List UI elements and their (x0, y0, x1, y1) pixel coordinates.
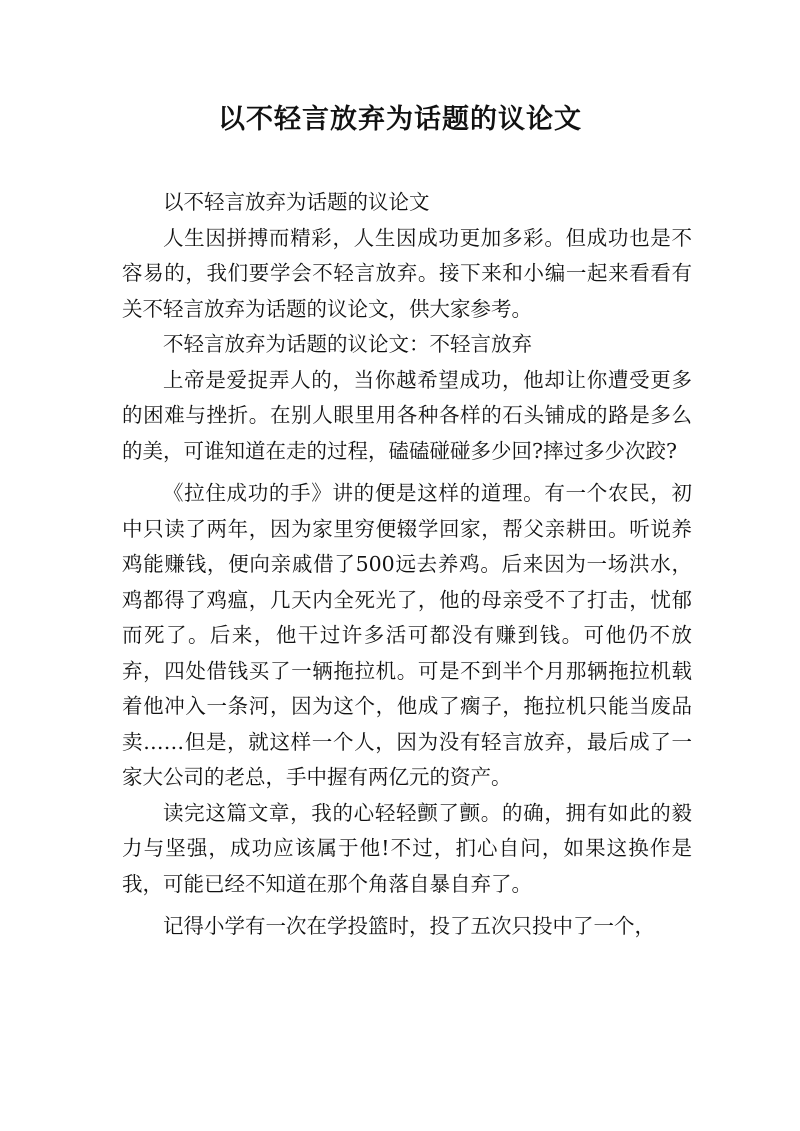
paragraph-subtitle: 以不轻言放弃为话题的议论文 (163, 190, 430, 214)
paragraph-intro: 人生因拼搏而精彩，人生因成功更加多彩。但成功也是不容易的，我们要学会不轻言放弃。接下来和小编一起来看看有关不轻言放弃为话题的议论文，供大家参考。 (122, 225, 692, 321)
paragraph-body: 记得小学有一次在学投篮时，投了五次只投中了一个， (163, 914, 655, 938)
paragraph-body: 读完这篇文章，我的心轻轻颤了颤。的确，拥有如此的毅力与坚强，成功应该属于他!不过，扪心自问，如果这换作是我，可能已经不知道在那个角落自暴自弃了。 (122, 800, 692, 896)
document-title: 以不轻言放弃为话题的议论文 (218, 104, 582, 135)
paragraph-heading: 不轻言放弃为话题的议论文：不轻言放弃 (163, 332, 532, 356)
paragraph-body: 《拉住成功的手》讲的便是这样的道理。有一个农民，初中只读了两年，因为家里穷便辍学回家，帮父亲耕田。听说养鸡能赚钱，便向亲戚借了500远去养鸡。后来因为一场洪水，鸡都得了鸡瘟，几天内全死光了，他的母亲受不了打击，忧郁而死了。后来，他干过许多活可都没有赚到钱。可他仍不放弃，四处借钱买了一辆拖拉机。可是不到半个月那辆拖拉机载着他冲入一条河，因为这个，他成了瘸子，拖拉机只能当废品卖……但是，就这样一个人，因为没有轻言放弃，最后成了一家大公司的老总，手中握有两亿元的资产。 (122, 481, 692, 789)
document-body (122, 185, 692, 945)
paragraph-body: 上帝是爱捉弄人的，当你越希望成功，他却让你遭受更多的困难与挫折。在别人眼里用各种各样的石头铺成的路是多么的美，可谁知道在走的过程，磕磕碰碰多少回?摔过多少次跤? (122, 367, 692, 463)
